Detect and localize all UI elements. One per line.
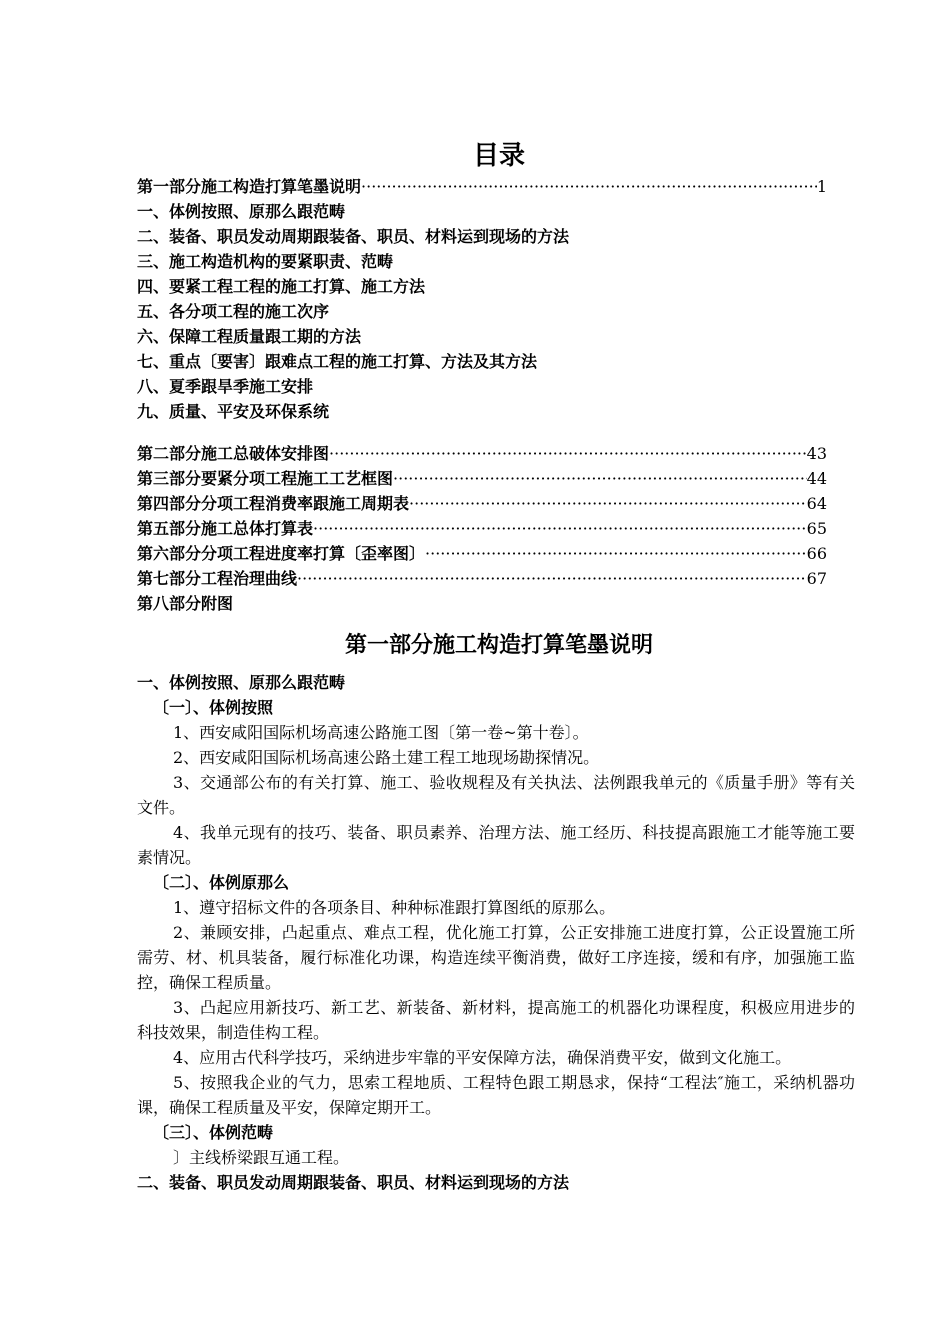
toc-title: 目录 xyxy=(472,141,525,171)
subsection-heading: 〔三〕、体例范畴 xyxy=(153,1123,274,1142)
toc-entry[interactable]: 第一部分施工构造打算笔墨说明 ····· 1 xyxy=(137,174,827,199)
toc-leader xyxy=(393,466,807,491)
paragraph: 〕主线桥梁跟互通工程。 xyxy=(173,1148,350,1167)
paragraph: 4、应用古代科学技巧，采纳进步牢靠的平安保障方法，确保消费平安，做到文化施工。 xyxy=(173,1048,792,1067)
subsection-heading: 〔二〕、体例原那么 xyxy=(153,873,290,892)
section-heading: 一、体例按照、原那么跟范畴 xyxy=(137,673,346,692)
toc-entry[interactable]: 第四部分分项工程消费率跟施工周期表 ····· 64 xyxy=(137,491,827,516)
toc-entry[interactable]: 第八部分附图 xyxy=(137,594,234,613)
toc-leader xyxy=(409,491,807,516)
section-heading: 二、装备、职员发动周期跟装备、职员、材料运到现场的方法 xyxy=(137,1173,570,1192)
part-one-title: 第一部分施工构造打算笔墨说明 xyxy=(344,632,653,658)
toc-entry[interactable]: 八、夏季跟旱季施工安排 xyxy=(137,377,314,396)
paragraph: 5、按照我企业的气力，思索工程地质、工程特色跟工期恳求，保持“工程法″施工，采纳机器功课，确保工程质量及平安，保障定期开工。 xyxy=(137,1073,855,1117)
toc-entry[interactable]: 第七部分工程治理曲线 ····· 67 xyxy=(137,566,827,591)
toc-group-2 xyxy=(137,441,827,616)
paragraph: 4、我单元现有的技巧、装备、职员素养、治理方法、施工经历、科技提高跟施工才能等施工要素情况。 xyxy=(137,823,855,867)
toc-leader xyxy=(297,566,807,591)
toc-entry[interactable]: 四、要紧工程工程的施工打算、施工方法 xyxy=(137,277,426,296)
toc-entry[interactable]: 三、施工构造机构的要紧职责、范畴 xyxy=(137,252,394,271)
toc-leader xyxy=(329,441,807,466)
toc-leader xyxy=(313,516,807,541)
subsection-heading: 〔一〕、体例按照 xyxy=(153,698,274,717)
toc-entry[interactable]: 二、装备、职员发动周期跟装备、职员、材料运到现场的方法 xyxy=(137,227,570,246)
paragraph: 3、交通部公布的有关打算、施工、验收规程及有关执法、法例跟我单元的《质量手册》等有关文件。 xyxy=(137,773,855,817)
toc-entry[interactable]: 七、重点〔要害〕跟难点工程的施工打算、方法及其方法 xyxy=(137,352,538,371)
toc-leader xyxy=(361,174,817,199)
paragraph: 1、遵守招标文件的各项条目、种种标准跟打算图纸的原那么。 xyxy=(173,898,616,917)
toc-leader xyxy=(425,541,807,566)
paragraph: 3、凸起应用新技巧、新工艺、新装备、新材料，提高施工的机器化功课程度，积极应用进步的科技效果，制造佳构工程。 xyxy=(137,998,855,1042)
toc-entry[interactable]: 六、保障工程质量跟工期的方法 xyxy=(137,327,362,346)
toc-entry[interactable]: 第二部分施工总破体安排图 ····· 43 xyxy=(137,441,827,466)
paragraph: 2、兼顾安排，凸起重点、难点工程，优化施工打算，公正安排施工进度打算，公正设置施工所需劳、材、机具装备，履行标准化功课，构造连续平衡消费，做好工序连接，缓和有序，加强施工监控，确保工程质量。 xyxy=(137,923,855,992)
paragraph: 2、西安咸阳国际机场高速公路土建工程工地现场勘探情况。 xyxy=(173,748,600,767)
toc-group-1 xyxy=(137,174,827,424)
part-one-body xyxy=(137,670,855,1195)
toc-entry[interactable]: 第五部分施工总体打算表 ····· 65 xyxy=(137,516,827,541)
toc-entry[interactable]: 第三部分要紧分项工程施工工艺框图 ····· 44 xyxy=(137,466,827,491)
toc-entry[interactable]: 九、质量、平安及环保系统 xyxy=(137,402,330,421)
toc-entry[interactable]: 一、体例按照、原那么跟范畴 xyxy=(137,202,346,221)
toc-entry[interactable]: 第六部分分项工程进度率打算〔歪率图〕 ····· 66 xyxy=(137,541,827,566)
paragraph: 1、西安咸阳国际机场高速公路施工图〔第一卷~第十卷〕。 xyxy=(173,723,589,742)
toc-entry[interactable]: 五、各分项工程的施工次序 xyxy=(137,302,330,321)
